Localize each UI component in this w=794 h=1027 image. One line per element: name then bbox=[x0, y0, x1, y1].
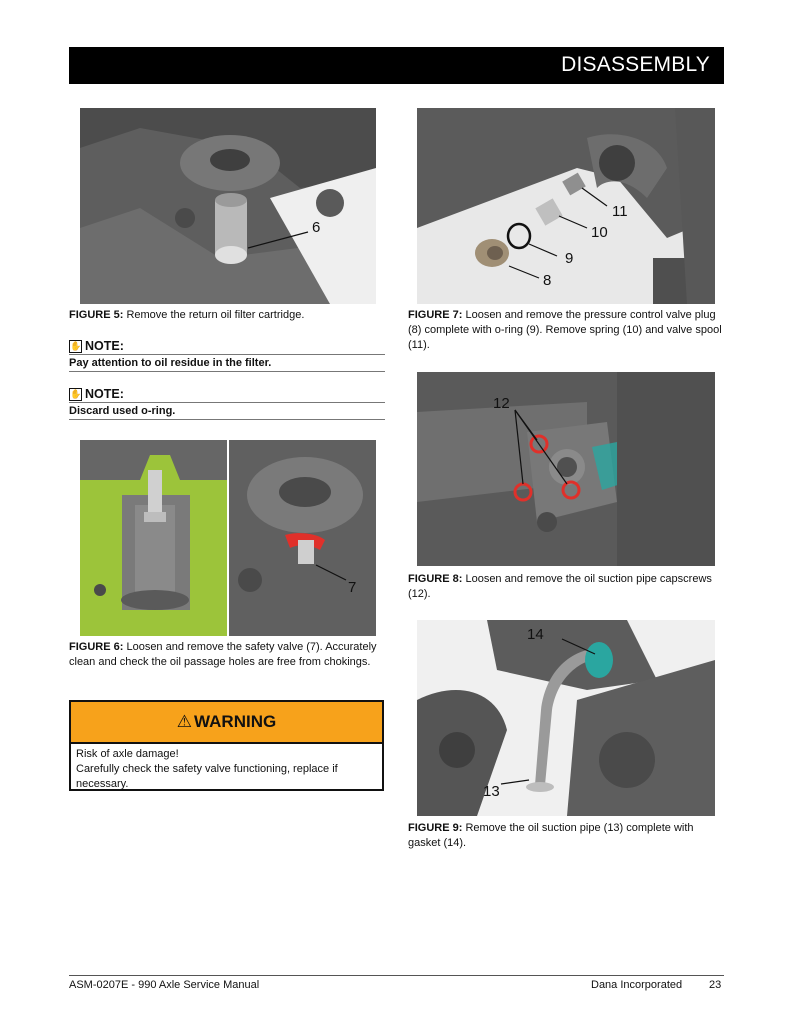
figure-7-label: FIGURE 7: bbox=[408, 309, 463, 321]
hand-icon: ✋ bbox=[70, 388, 82, 399]
figure-8-label: FIGURE 8: bbox=[408, 573, 463, 585]
figure-8-caption bbox=[408, 572, 726, 602]
figure-7-image bbox=[417, 108, 715, 304]
figure-8-image bbox=[417, 372, 715, 566]
callout-13: 13 bbox=[483, 783, 500, 800]
figure-9-image bbox=[417, 620, 715, 816]
figure-6-text: Loosen and remove the safety valve (7). Accurately clean and check the oil passage holes are free from chokings. bbox=[69, 641, 377, 668]
figure-9-label: FIGURE 9: bbox=[408, 822, 463, 834]
warning-box bbox=[69, 700, 384, 791]
note-1-title-row bbox=[69, 339, 124, 353]
note-1-title: NOTE: bbox=[85, 339, 124, 353]
page-title: DISASSEMBLY bbox=[561, 53, 710, 76]
note-1-text: Pay attention to oil residue in the filter. bbox=[69, 357, 272, 369]
callout-10: 10 bbox=[591, 224, 608, 241]
note-1-top-rule bbox=[69, 354, 385, 355]
figure-6-caption bbox=[69, 640, 385, 670]
warning-header bbox=[71, 702, 382, 744]
warning-title: WARNING bbox=[194, 712, 277, 731]
note-2-title-row bbox=[69, 387, 124, 401]
callout-9: 9 bbox=[565, 250, 574, 267]
callout-14: 14 bbox=[527, 626, 544, 643]
figure-8-text: Loosen and remove the oil suction pipe capscrews (12). bbox=[408, 573, 712, 600]
callout-11: 11 bbox=[612, 203, 628, 220]
warning-line-1: Risk of axle damage! bbox=[76, 748, 179, 760]
footer-page-number: 23 bbox=[709, 979, 722, 991]
callout-7: 7 bbox=[348, 579, 357, 596]
callout-6: 6 bbox=[312, 219, 321, 236]
note-2-title: NOTE: bbox=[85, 387, 124, 401]
figure-5-caption bbox=[69, 308, 389, 323]
figure-9-caption bbox=[408, 821, 726, 851]
note-2-top-rule bbox=[69, 402, 385, 403]
figure-5-text: Remove the return oil filter cartridge. bbox=[123, 309, 305, 321]
warning-body bbox=[71, 744, 382, 795]
warning-triangle-icon: ⚠ bbox=[176, 712, 193, 731]
note-1-bottom-rule bbox=[69, 371, 385, 372]
footer-rule bbox=[69, 975, 724, 976]
figure-6-label: FIGURE 6: bbox=[69, 641, 124, 653]
figure-7-text: Loosen and remove the pressure control valve plug (8) complete with o-ring (9). Remove spring (10) and valve spool (11). bbox=[408, 309, 722, 351]
note-2-text: Discard used o-ring. bbox=[69, 405, 176, 417]
note-2-bottom-rule bbox=[69, 419, 385, 420]
hand-icon: ✋ bbox=[70, 340, 82, 351]
figure-5-label: FIGURE 5: bbox=[69, 309, 124, 321]
figure-7-caption bbox=[408, 308, 726, 353]
warning-line-2: Carefully check the safety valve functioning, replace if necessary. bbox=[76, 763, 338, 790]
callout-12: 12 bbox=[493, 395, 510, 412]
footer-company: Dana Incorporated bbox=[591, 979, 683, 991]
footer-manual-title: ASM-0207E - 990 Axle Service Manual bbox=[69, 979, 260, 991]
figure-5-image bbox=[80, 108, 376, 304]
figure-6-image bbox=[80, 440, 376, 636]
figure-9-text: Remove the oil suction pipe (13) complete with gasket (14). bbox=[408, 822, 694, 849]
callout-8: 8 bbox=[543, 272, 552, 289]
page-header-bar bbox=[69, 47, 724, 84]
